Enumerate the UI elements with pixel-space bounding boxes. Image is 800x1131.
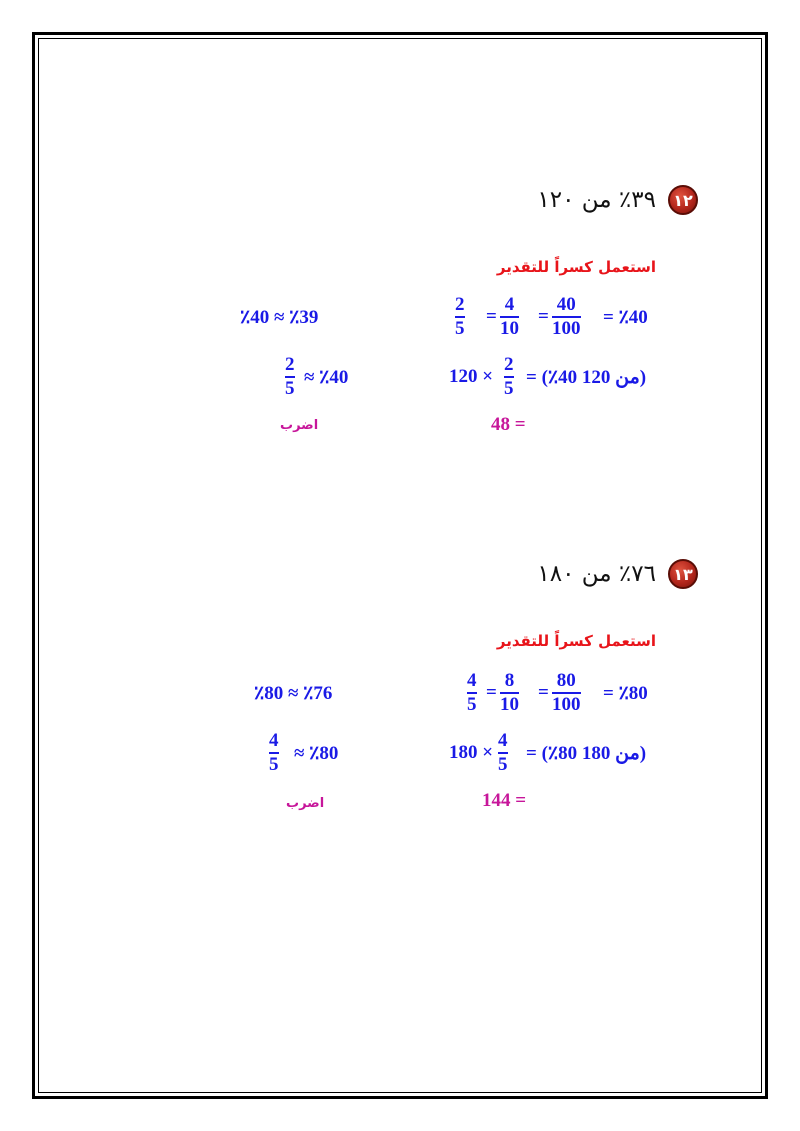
numerator: 4 xyxy=(504,294,515,315)
numerator: 8 xyxy=(504,670,515,691)
fraction-simplified xyxy=(466,671,478,715)
denominator: 100 xyxy=(552,318,581,339)
problem-number-badge: ١٣ xyxy=(668,559,698,589)
percent-term: = ٪80 xyxy=(603,683,648,704)
result: 48 = xyxy=(491,414,526,435)
equals-sign: = xyxy=(538,682,549,703)
numerator: 4 xyxy=(467,670,477,691)
equals-sign: = xyxy=(486,682,497,703)
problem-header xyxy=(537,554,698,594)
denominator: 5 xyxy=(498,754,508,775)
denominator: 5 xyxy=(269,754,279,775)
denominator: 5 xyxy=(455,318,465,339)
approximation-line: ٪80 ≈ ٪76 xyxy=(254,683,333,704)
approx-percent: ≈ ٪40 xyxy=(304,367,349,388)
fraction-estimate xyxy=(268,731,280,775)
fraction-simplified xyxy=(454,295,466,339)
denominator: 5 xyxy=(467,694,477,715)
fraction-multiplier xyxy=(497,731,509,775)
numerator: 4 xyxy=(269,730,279,751)
approximation-line: ٪40 ≈ ٪39 xyxy=(240,307,319,328)
percent-term: = ٪40 xyxy=(603,307,648,328)
multiplication-term: 120 × xyxy=(449,366,494,387)
problem-title: ٣٩٪ من ١٢٠ xyxy=(537,187,656,213)
numerator: 2 xyxy=(285,354,295,375)
denominator: 10 xyxy=(500,694,519,715)
equals-sign: = xyxy=(538,306,549,327)
problem-header xyxy=(537,180,698,220)
denominator: 5 xyxy=(504,378,514,399)
fraction-hundredths xyxy=(552,295,581,339)
percent-of-expression: = (٪80 من 180) xyxy=(526,743,647,764)
denominator: 5 xyxy=(285,378,295,399)
problem-13 xyxy=(0,374,800,811)
denominator: 100 xyxy=(552,694,581,715)
approx-percent: ≈ ٪80 xyxy=(294,743,339,764)
problem-title: ٧٦٪ من ١٨٠ xyxy=(537,561,656,587)
fraction-tenths xyxy=(500,295,519,339)
numerator: 80 xyxy=(556,670,576,691)
denominator: 10 xyxy=(500,318,519,339)
fraction-tenths xyxy=(500,671,519,715)
numerator: 2 xyxy=(455,294,465,315)
percent-of-expression: = (٪40 من 120) xyxy=(526,367,647,388)
problem-number-badge: ١٢ xyxy=(668,185,698,215)
numerator: 4 xyxy=(498,730,508,751)
result: 144 = xyxy=(482,790,527,811)
numerator: 40 xyxy=(556,294,576,315)
numerator: 2 xyxy=(504,354,514,375)
problem-12 xyxy=(0,0,800,435)
multiply-label: اضرب xyxy=(286,796,325,811)
equals-sign: = xyxy=(486,306,497,327)
multiply-label: اضرب xyxy=(280,418,319,433)
multiplication-term: 180 × xyxy=(449,742,494,763)
fraction-hundredths xyxy=(552,671,581,715)
hint-text: استعمل كسراً للتقدير xyxy=(496,258,656,276)
hint-text: استعمل كسراً للتقدير xyxy=(496,632,656,650)
